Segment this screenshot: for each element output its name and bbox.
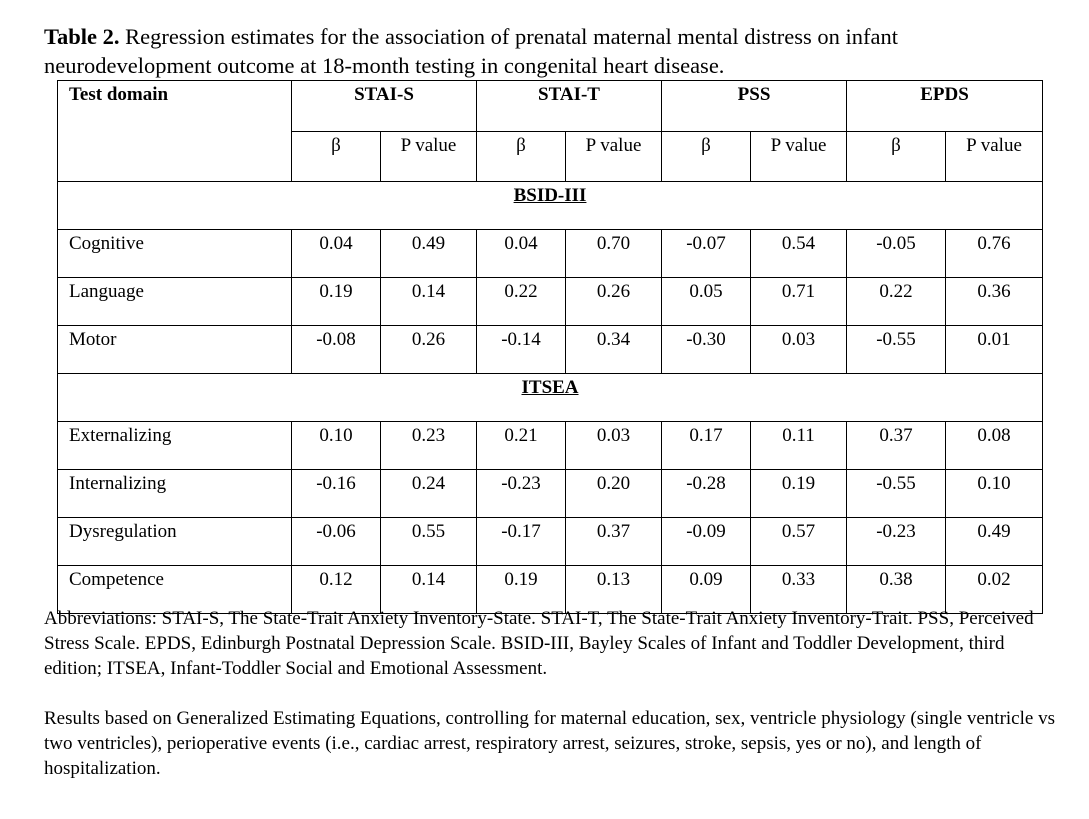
beta-cell: 0.09 bbox=[662, 566, 751, 614]
table-row bbox=[58, 422, 1043, 470]
beta-cell: 0.17 bbox=[662, 422, 751, 470]
beta-cell: 0.37 bbox=[847, 422, 946, 470]
p-value-cell: 0.49 bbox=[946, 518, 1043, 566]
beta-cell: 0.04 bbox=[292, 230, 381, 278]
domain-cell: Internalizing bbox=[58, 470, 292, 518]
beta-cell: -0.55 bbox=[847, 470, 946, 518]
p-value-cell: 0.14 bbox=[381, 566, 477, 614]
beta-cell: 0.38 bbox=[847, 566, 946, 614]
beta-cell: -0.23 bbox=[477, 470, 566, 518]
p-value-cell: 0.20 bbox=[566, 470, 662, 518]
subheader-p-value: P value bbox=[946, 132, 1043, 182]
p-value-cell: 0.76 bbox=[946, 230, 1043, 278]
p-value-cell: 0.34 bbox=[566, 326, 662, 374]
p-value-cell: 0.24 bbox=[381, 470, 477, 518]
p-value-cell: 0.26 bbox=[381, 326, 477, 374]
beta-cell: 0.22 bbox=[847, 278, 946, 326]
beta-cell: 0.22 bbox=[477, 278, 566, 326]
p-value-cell: 0.33 bbox=[751, 566, 847, 614]
section-row bbox=[58, 374, 1043, 422]
p-value-cell: 0.01 bbox=[946, 326, 1043, 374]
subheader-beta: β bbox=[662, 132, 751, 182]
p-value-cell: 0.13 bbox=[566, 566, 662, 614]
beta-cell: -0.05 bbox=[847, 230, 946, 278]
group-header-stai-t: STAI-T bbox=[477, 81, 662, 132]
beta-cell: -0.28 bbox=[662, 470, 751, 518]
beta-cell: -0.16 bbox=[292, 470, 381, 518]
beta-cell: 0.19 bbox=[292, 278, 381, 326]
abbreviations-note: Abbreviations: STAI-S, The State-Trait Anxiety Inventory-State. STAI-T, The State-Trait Anxiety Inventory-Trait. PSS, Perceived Stress Scale. EPDS, Edinburgh Postnatal Depression Scale. BSID-III, Bayley Scales of Infant and Toddler Development, third edition; ITSEA, Infant-Toddler Social and Emotional Assessment. bbox=[44, 608, 1034, 679]
group-header-stai-s: STAI-S bbox=[292, 81, 477, 132]
domain-cell: Competence bbox=[58, 566, 292, 614]
p-value-cell: 0.55 bbox=[381, 518, 477, 566]
table-row bbox=[58, 230, 1043, 278]
p-value-cell: 0.57 bbox=[751, 518, 847, 566]
subheader-p-value: P value bbox=[751, 132, 847, 182]
beta-cell: -0.08 bbox=[292, 326, 381, 374]
subheader-beta: β bbox=[292, 132, 381, 182]
beta-cell: 0.12 bbox=[292, 566, 381, 614]
beta-cell: -0.09 bbox=[662, 518, 751, 566]
beta-cell: 0.21 bbox=[477, 422, 566, 470]
subheader-p-value: P value bbox=[566, 132, 662, 182]
table-row bbox=[58, 518, 1043, 566]
table-row bbox=[58, 326, 1043, 374]
beta-cell: 0.19 bbox=[477, 566, 566, 614]
beta-cell: -0.07 bbox=[662, 230, 751, 278]
beta-cell: -0.55 bbox=[847, 326, 946, 374]
p-value-cell: 0.10 bbox=[946, 470, 1043, 518]
caption-text: Regression estimates for the association of prenatal maternal mental distress on infant neurodevelopment outcome at 18-month testing in congenital heart disease. bbox=[44, 24, 898, 78]
beta-cell: -0.14 bbox=[477, 326, 566, 374]
results-note: Results based on Generalized Estimating Equations, controlling for maternal education, sex, ventricle physiology (single ventricle vs two ventricles), perioperative events (i.e., cardiac arrest, respiratory arrest, seizures, stroke, sepsis, yes or no), and length of hospitalization. bbox=[44, 708, 1055, 779]
caption-label: Table 2. bbox=[44, 24, 120, 49]
table-row bbox=[58, 470, 1043, 518]
beta-cell: -0.23 bbox=[847, 518, 946, 566]
section-title: BSID-III bbox=[58, 182, 1043, 230]
p-value-cell: 0.37 bbox=[566, 518, 662, 566]
beta-cell: 0.10 bbox=[292, 422, 381, 470]
domain-cell: Externalizing bbox=[58, 422, 292, 470]
beta-cell: -0.30 bbox=[662, 326, 751, 374]
section-row bbox=[58, 182, 1043, 230]
p-value-cell: 0.36 bbox=[946, 278, 1043, 326]
p-value-cell: 0.23 bbox=[381, 422, 477, 470]
domain-cell: Dysregulation bbox=[58, 518, 292, 566]
p-value-cell: 0.11 bbox=[751, 422, 847, 470]
table-body bbox=[58, 81, 1043, 614]
beta-cell: -0.17 bbox=[477, 518, 566, 566]
subheader-beta: β bbox=[847, 132, 946, 182]
subheader-p-value: P value bbox=[381, 132, 477, 182]
p-value-cell: 0.26 bbox=[566, 278, 662, 326]
p-value-cell: 0.03 bbox=[751, 326, 847, 374]
domain-cell: Cognitive bbox=[58, 230, 292, 278]
group-header-pss: PSS bbox=[662, 81, 847, 132]
p-value-cell: 0.70 bbox=[566, 230, 662, 278]
subheader-beta: β bbox=[477, 132, 566, 182]
section-title: ITSEA bbox=[58, 374, 1043, 422]
group-header-epds: EPDS bbox=[847, 81, 1043, 132]
p-value-cell: 0.02 bbox=[946, 566, 1043, 614]
p-value-cell: 0.03 bbox=[566, 422, 662, 470]
p-value-cell: 0.08 bbox=[946, 422, 1043, 470]
beta-cell: 0.05 bbox=[662, 278, 751, 326]
header-row-groups bbox=[58, 81, 1043, 132]
beta-cell: -0.06 bbox=[292, 518, 381, 566]
p-value-cell: 0.49 bbox=[381, 230, 477, 278]
beta-cell: 0.04 bbox=[477, 230, 566, 278]
row-header-cell: Test domain bbox=[58, 81, 292, 182]
domain-cell: Motor bbox=[58, 326, 292, 374]
regression-table bbox=[57, 80, 1043, 614]
p-value-cell: 0.71 bbox=[751, 278, 847, 326]
domain-cell: Language bbox=[58, 278, 292, 326]
p-value-cell: 0.19 bbox=[751, 470, 847, 518]
table-caption bbox=[44, 22, 1054, 80]
p-value-cell: 0.54 bbox=[751, 230, 847, 278]
table-row bbox=[58, 278, 1043, 326]
p-value-cell: 0.14 bbox=[381, 278, 477, 326]
